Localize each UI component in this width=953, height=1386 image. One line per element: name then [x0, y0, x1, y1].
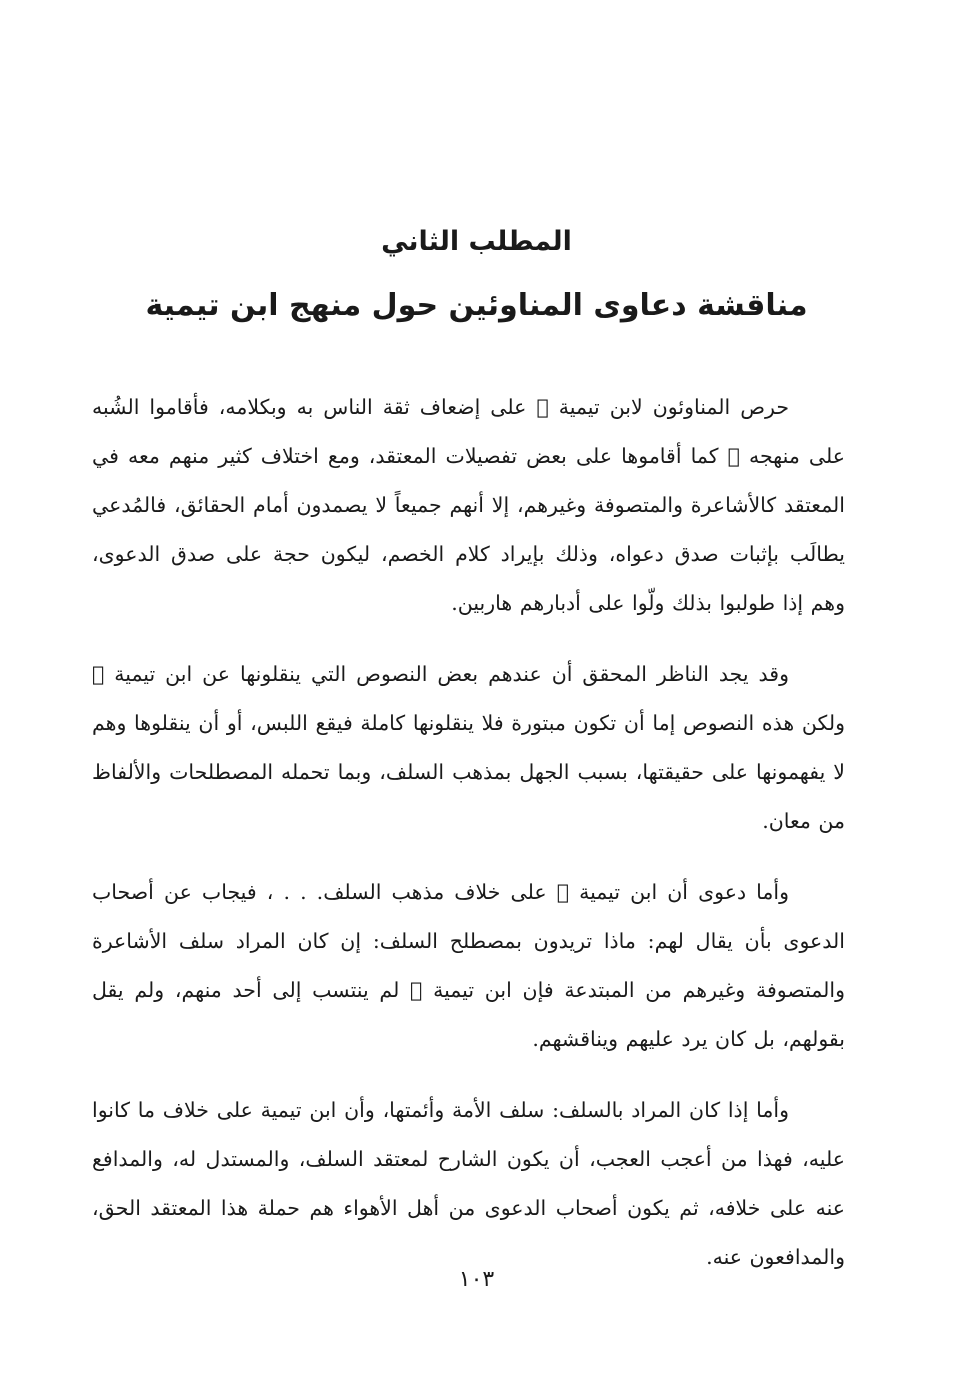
- paragraph: وأما دعوى أن ابن تيمية ﷫ على خلاف مذهب السلف. . . ، فيجاب عن أصحاب الدعوى بأن يقال لهم: ماذا تريدون بمصطلح السلف: إن كان المراد سلف الأشاعرة والمتصوفة وغيرهم من المبتدعة فإن ابن تيمية ﷫ لم ينتسب إلى أحد منهم، ولم يقل بقولهم، بل كان يرد عليهم ويناقشهم.: [92, 880, 845, 1051]
- body-text: [92, 383, 845, 1304]
- section-title: مناقشة دعاوى المناوئين حول منهج ابن تيمية: [145, 288, 808, 323]
- paragraph: وأما إذا كان المراد بالسلف: سلف الأمة وأئمتها، وأن ابن تيمية على خلاف ما كانوا عليه، فهذا من أعجب العجب، أن يكون الشارح لمعتقد السلف، والمستدل له، والمدافع عنه على خلافه، ثم يكون أصحاب الدعوى من أهل الأهواء هم حملة هذا المعتقد الحق، والمدافعون عنه.: [92, 1098, 845, 1269]
- paragraph: وقد يجد الناظر المحقق أن عندهم بعض النصوص التي ينقلونها عن ابن تيمية ﷫ ولكن هذه النصوص إما أن تكون مبتورة فلا ينقلونها كاملة فيقع اللبس، أو أن ينقلوها وهم لا يفهمونها على حقيقتها، بسبب الجهل بمذهب السلف، وبما تحمله المصطلحات والألفاظ من معان.: [92, 662, 845, 833]
- paragraph: حرص المناوئون لابن تيمية ﷫ على إضعاف ثقة الناس به وبكلامه، فأقاموا الشُبه على منهجه ﷫ كما أقاموها على بعض تفصيلات المعتقد، ومع اختلاف كثير منهم معه في المعتقد كالأشاعرة والمتصوفة وغيرهم، إلا أنهم جميعاً لا يصمدون أمام الحقائق، فالمُدعي يطالَب بإثبات صدق دعواه، وذلك بإيراد كلام الخصم، ليكون حجة على صدق الدعوى، وهم إذا طولبوا بذلك ولّوا على أدبارهم هاربين.: [92, 395, 845, 615]
- page-number: ١٠٣: [458, 1267, 495, 1292]
- section-label: المطلب الثاني: [381, 226, 572, 257]
